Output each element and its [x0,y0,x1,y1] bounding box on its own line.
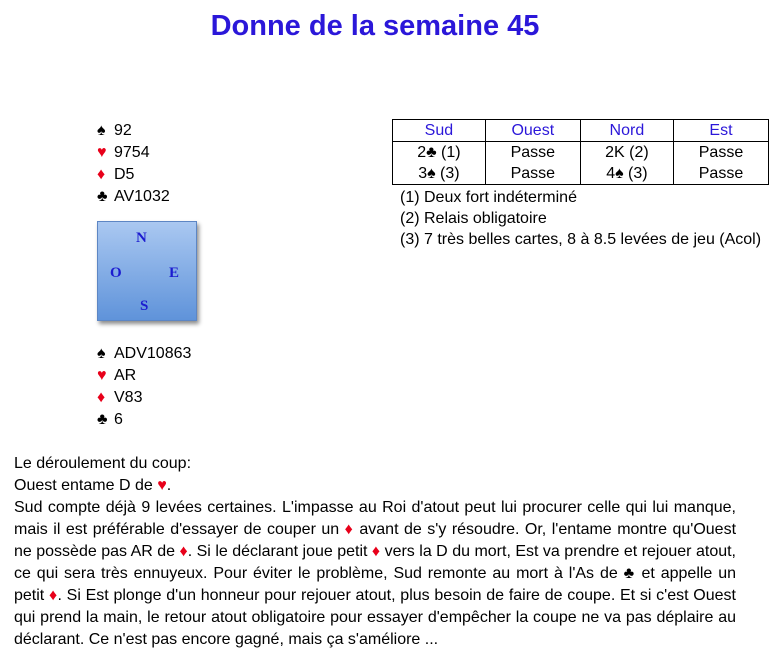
para-text: . Si Est plonge d'un honneur pour rejouer atout, plus besoin de faire de coupe. Et si c'est Ouest qui prend la main, le retour atout obligatoire pour essayer d'empêcher la coupe ne va pas déplaire au déclarant. Ce n'est pas encore gagné, mais ça s'améliore ... [14,587,736,648]
bid-cell: 4♠ (3) [580,163,673,185]
bid-cell: Passe [485,142,580,164]
south-hand [97,343,191,431]
north-spades [97,120,170,142]
heart-icon: ♥ [97,144,107,161]
diamond-icon: ♦ [97,166,106,183]
spade-icon: ♠ [97,345,106,362]
lead-line [14,475,736,497]
header-nord: Nord [580,120,673,142]
diamond-icon: ♦ [48,587,58,604]
para-text: avant de s'y résoudre. Or, l'entame montre qu'Ouest ne possède pas AR de [14,521,737,560]
intro-line: Le déroulement du coup: [14,455,192,472]
south-spades [97,343,191,365]
bidding-row [393,163,769,185]
compass-box [97,221,197,321]
note-item: (3) 7 très belles cartes, 8 à 8.5 levées de jeu (Acol) [400,231,762,248]
south-spades-cards: ADV10863 [114,345,192,362]
south-diamonds [97,387,191,409]
bidding-table [392,119,769,185]
compass-west-label: O [110,265,122,281]
club-icon: ♣ [97,411,108,428]
diamond-icon: ♦ [371,543,381,560]
bid-cell: Passe [673,163,768,185]
bid-cell: Passe [485,163,580,185]
south-clubs-cards: 6 [114,411,123,428]
north-hearts [97,142,170,164]
bidding-header-row [393,120,769,142]
compass-south-label: S [140,298,149,314]
bid-cell: 2K (2) [580,142,673,164]
club-icon: ♣ [97,188,108,205]
south-hearts [97,365,191,387]
bidding-row [393,142,769,164]
para-text: et appelle un petit [14,565,737,604]
south-hearts-cards: AR [114,367,137,384]
north-diamonds [97,164,170,186]
para-text: . Si le déclarant joue petit [187,543,372,560]
north-clubs [97,186,170,208]
club-icon: ♣ [623,565,636,582]
lead-text-end: . [166,477,172,494]
note-item: (1) Deux fort indéterminé [400,189,577,206]
page-title: Donne de la semaine 45 [210,10,540,42]
play-description [14,453,736,651]
south-clubs [97,409,191,431]
bid-cell: 2♣ (1) [393,142,486,164]
north-hand [97,120,170,208]
para-text: Sud compte déjà 9 levées certaines. L'impasse au Roi d'atout peut lui procurer celle qui lui manque, mais il est préférable d'essayer de couper un [14,499,736,538]
header-ouest: Ouest [485,120,580,142]
compass-east-label: E [169,265,180,281]
north-spades-cards: 92 [114,122,132,139]
analysis-paragraph [14,497,736,651]
spade-icon: ♠ [97,122,106,139]
compass-north-label: N [136,230,147,246]
bid-cell: Passe [673,142,768,164]
header-est: Est [673,120,768,142]
north-diamonds-cards: D5 [114,166,135,183]
north-clubs-cards: AV1032 [114,188,170,205]
para-text: vers la D du mort, Est va prendre et rejouer atout, ce qui sera très ennuyeux. Pour éviter le problème, Sud remonte au mort à l'As de [14,543,736,582]
bidding-notes [400,187,770,250]
south-diamonds-cards: V83 [114,389,143,406]
bid-cell: 3♠ (3) [393,163,486,185]
lead-text: Ouest entame D de [14,477,158,494]
diamond-icon: ♦ [97,389,106,406]
heart-icon: ♥ [97,367,107,384]
header-sud: Sud [393,120,486,142]
diamond-icon: ♦ [344,521,354,538]
north-hearts-cards: 9754 [114,144,150,161]
note-item: (2) Relais obligatoire [400,210,547,227]
heart-icon: ♥ [157,477,167,494]
diamond-icon: ♦ [179,543,188,560]
